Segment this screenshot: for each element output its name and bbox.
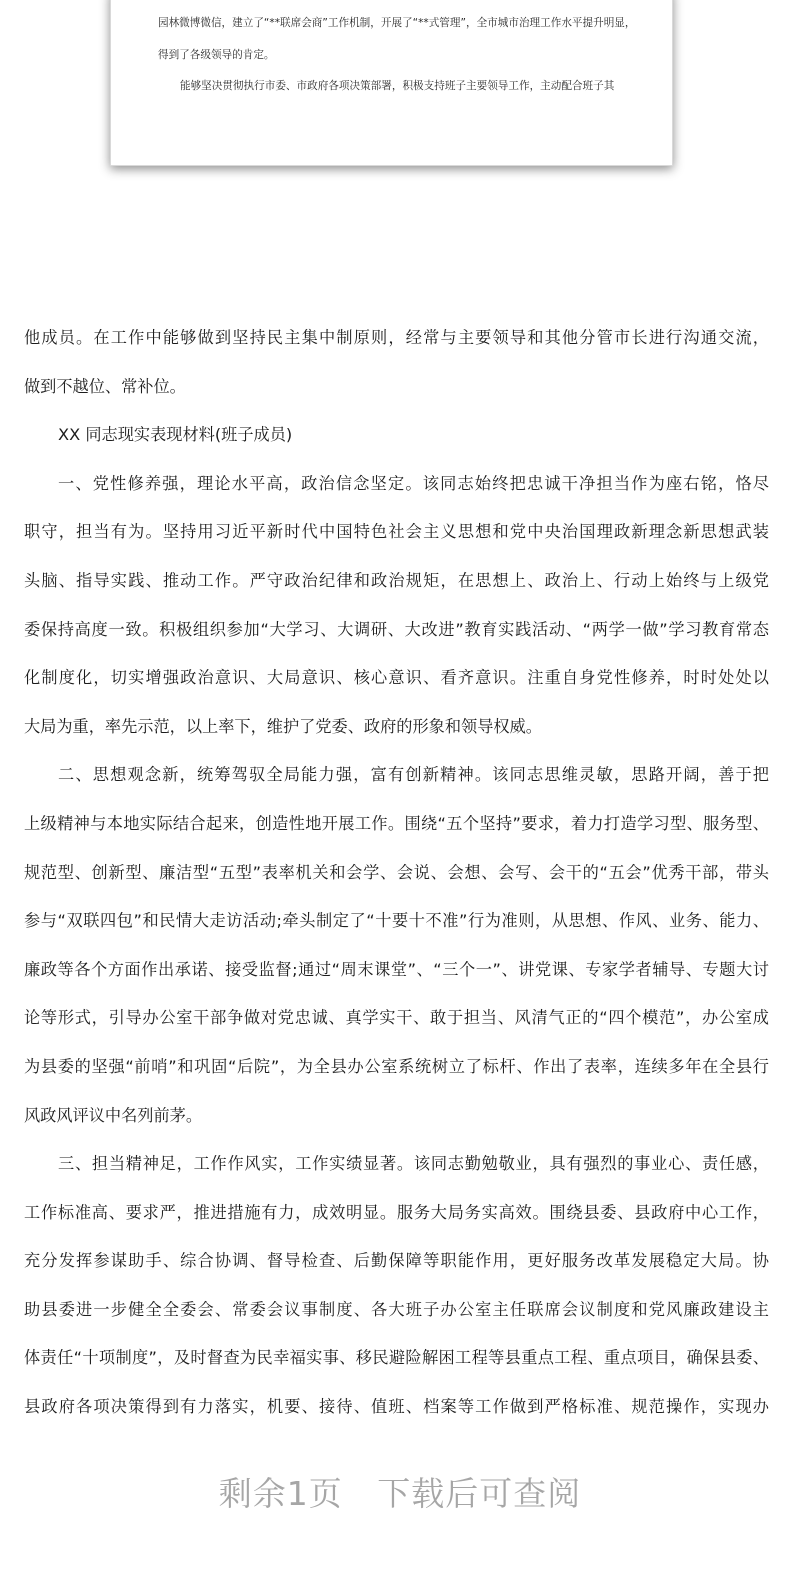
body-text-line: 风政风评议中名列前茅。: [24, 1105, 203, 1125]
document-body: [24, 314, 769, 1432]
body-text-line: 二、思想观念新，统筹驾驭全局能力强，富有创新精神。该同志思维灵敏，思路开阔，善于把: [58, 765, 769, 785]
preview-text-line: 得到了各级领导的肯定。: [158, 49, 275, 61]
body-text-line: 做到不越位、常补位。: [24, 376, 186, 396]
body-text-line: 职守，担当有为。坚持用习近平新时代中国特色社会主义思想和党中央治国理政新理念新思想武装: [24, 522, 769, 542]
body-text-line: 委保持高度一致。积极组织参加“大学习、大调研、大改进”教育实践活动、“两学一做”学习教育常态: [24, 619, 769, 639]
body-text-line: 充分发挥参谋助手、综合协调、督导检查、后勤保障等职能作用，更好服务改革发展稳定大局。协: [24, 1251, 769, 1271]
body-text-line: 参与“双联四包”和民情大走访活动;牵头制定了“十要十不准”行为准则，从思想、作风、业务、能力、: [24, 911, 769, 931]
body-text-line: 为县委的坚强“前哨”和巩固“后院”，为全县办公室系统树立了标杆、作出了表率，连续多年在全县行: [24, 1056, 769, 1076]
section-title: XX 同志现实表现材料(班子成员): [58, 425, 293, 445]
body-text-line: 大局为重，率先示范，以上率下，维护了党委、政府的形象和领导权威。: [24, 716, 542, 736]
body-text-line: 廉政等各个方面作出承诺、接受监督;通过“周末课堂”、“三个一”、讲党课、专家学者辅导、专题大讨: [24, 959, 769, 979]
body-text-line: 体责任“十项制度”，及时督查为民幸福实事、移民避险解困工程等县重点工程、重点项目，确保县委、: [24, 1348, 769, 1368]
body-text-line: 一、党性修养强，理论水平高，政治信念坚定。该同志始终把忠诚干净担当作为座右铭，恪尽: [58, 473, 769, 493]
body-text-line: 工作标准高、要求严，推进措施有力，成效明显。服务大局务实高效。围绕县委、县政府中心工作，: [24, 1202, 769, 1222]
body-text-line: 他成员。在工作中能够做到坚持民主集中制原则，经常与主要领导和其他分管市长进行沟通交流，: [24, 328, 769, 347]
body-text-line: 化制度化，切实增强政治意识、大局意识、核心意识、看齐意识。注重自身党性修养，时时处处以: [24, 668, 769, 688]
preview-text-line: 园林微博微信，建立了“**联席会商”工作机制，开展了“**式管理”，全市城市治理工作水平提升明显，: [158, 17, 636, 29]
body-text-line: 三、担当精神足，工作作风实，工作实绩显著。该同志勤勉敬业，具有强烈的事业心、责任感，: [58, 1154, 769, 1174]
preview-text-line: 能够坚决贯彻执行市委、市政府各项决策部署，积极支持班子主要领导工作，主动配合班子其: [180, 80, 615, 92]
body-text-line: 助县委进一步健全全委会、常委会议事制度、各大班子办公室主任联席会议制度和党风廉政建设主: [24, 1299, 769, 1319]
previous-page-preview-card: [110, 0, 673, 166]
body-text-line: 上级精神与本地实际结合起来，创造性地开展工作。围绕“五个坚持”要求，着力打造学习型、服务型、: [24, 813, 769, 833]
body-text-line: 论等形式，引导办公室干部争做对党忠诚、真学实干、敢于担当、风清气正的“四个模范”，办公室成: [24, 1008, 769, 1028]
body-text-line: 规范型、创新型、廉洁型“五型”表率机关和会学、会说、会想、会写、会干的“五会”优秀干部，带头: [24, 862, 769, 882]
body-text-line: 县政府各项决策得到有力落实，机要、接待、值班、档案等工作做到严格标准、规范操作，实现办: [24, 1397, 769, 1417]
remaining-pages-download-prompt[interactable]: 剩余1页 下载后可查阅: [218, 1474, 582, 1513]
body-text-line: 头脑、指导实践、推动工作。严守政治纪律和政治规矩，在思想上、政治上、行动上始终与上级党: [24, 570, 769, 590]
